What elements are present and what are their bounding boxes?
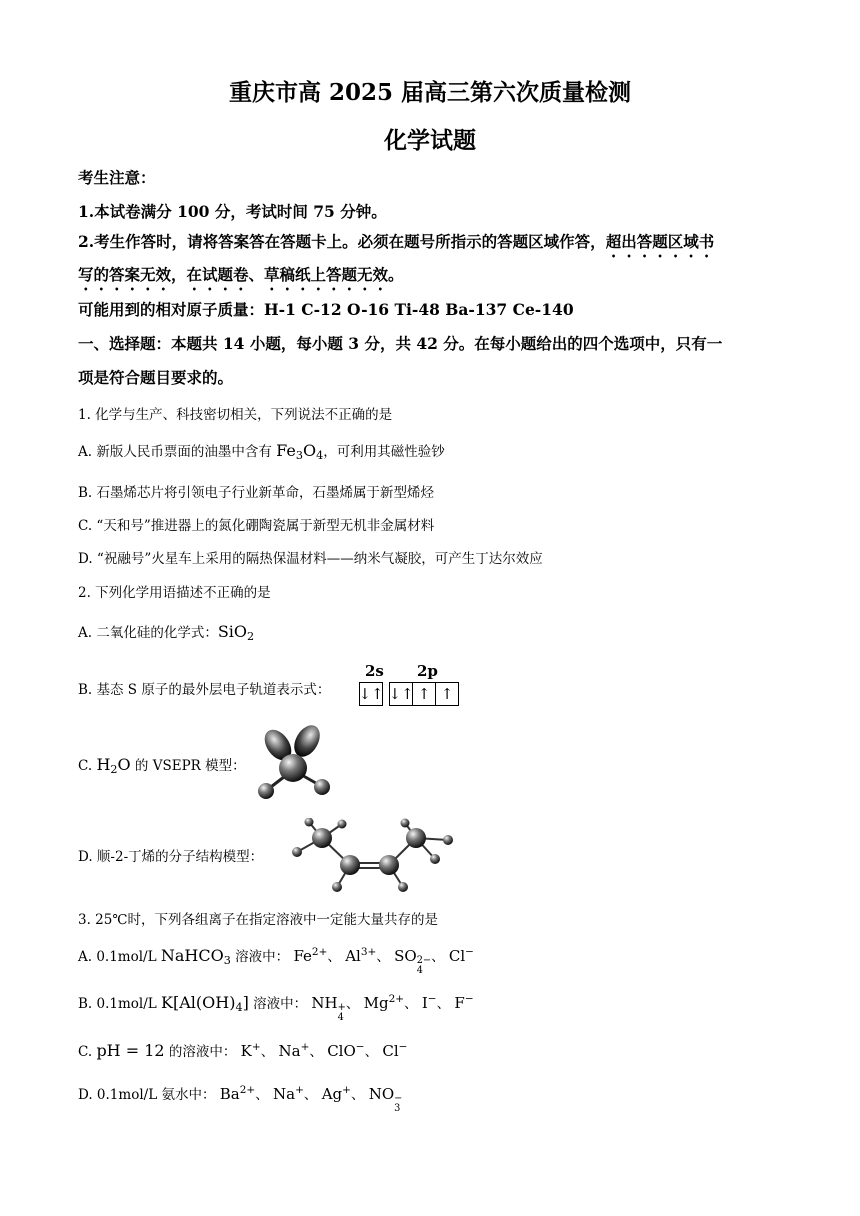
- exam-title: 重庆市高 2025 届高三第六次质量检测: [228, 79, 632, 106]
- q1-option-b: B. 石墨烯芯片将引领电子行业新革命，石墨烯属于新型烯烃: [78, 485, 435, 501]
- q3-option-d: D. 0.1mol/L 氨水中： $Ba^{2+}$、 Na+、 Ag+、 NO − 3: [78, 1084, 403, 1114]
- emphasis-text: 写的答案无效，在试题卷、草稿纸上答题无效: [78, 265, 389, 284]
- orbital-box-2p: [389, 682, 459, 706]
- q1-option-c: C. “天和号”推进器上的氮化硼陶瓷属于新型无机非金属材料: [78, 518, 435, 534]
- q3-option-c: C. pH = 12 的溶液中： K+、 Na+、 ClO−、 Cl−: [78, 1041, 408, 1060]
- cis-2-butene-model-image: [285, 818, 460, 896]
- section-heading-1: 一、选择题：本题共 14 小题，每小题 3 分，共 42 分。在每小题给出的四个选项中，只有一: [78, 334, 723, 353]
- section-heading-2: 项是符合题目要求的。: [78, 368, 234, 387]
- arrow-pair-icon: ↓↑: [388, 685, 414, 703]
- q2-option-b: B. 基态 S 原子的最外层电子轨道表示式：: [78, 682, 331, 698]
- q2-option-c: C. $H_2O$ 的 VSEPR 模型：: [78, 755, 246, 776]
- arrow-up-icon: ↑: [413, 683, 436, 705]
- q3-option-b: B. 0.1mol/L $K[Al(OH)_4]$ 溶液中： NH + 4 、 $Mg^{2+}$、 I−、 F−: [78, 993, 474, 1023]
- q3-stem: 3. 25℃时，下列各组离子在指定溶液中一定能大量共存的是: [78, 912, 438, 928]
- subject-title: 化学试题: [384, 127, 476, 154]
- q2-option-a: A. 二氧化硅的化学式：SiO$_2$: [78, 622, 255, 643]
- q1-option-a: A. 新版人民币票面的油墨中含有 $Fe_3O_4$，可利用其磁性验钞: [78, 441, 445, 462]
- vsepr-model-image: [245, 722, 345, 802]
- q1-option-d: D. “祝融号”火星车上采用的隔热保温材料——纳米气凝胶，可产生丁达尔效应: [78, 551, 543, 567]
- notice-item-1: 1.本试卷满分 100 分，考试时间 75 分钟。: [78, 202, 387, 221]
- q2-stem: 2. 下列化学用语描述不正确的是: [78, 585, 271, 601]
- notice-item-2-cont: 写的答案无效，在试题卷、草稿纸上答题无效。: [78, 265, 404, 284]
- q3-option-a: A. 0.1mol/L NaHCO$_3$ 溶液中： $Fe^{2+}$、 $Al^{3+}$、 SO 2− 4 、 Cl−: [78, 946, 474, 976]
- arrow-up-icon: ↑: [440, 685, 454, 703]
- q1-stem: 1. 化学与生产、科技密切相关，下列说法不正确的是: [78, 407, 393, 423]
- orbital-label-2p: 2p: [417, 662, 438, 680]
- notice-heading: 考生注意：: [78, 168, 156, 187]
- q2-option-d: D. 顺-2-丁烯的分子结构模型：: [78, 849, 264, 865]
- notice-item-2: 2.考生作答时，请将答案答在答题卡上。必须在题号所指示的答题区域作答，超出答题区域书: [78, 232, 715, 251]
- orbital-label-2s: 2s: [365, 662, 384, 680]
- orbital-box-2s: [359, 682, 383, 706]
- atomic-masses: 可能用到的相对原子质量：H-1 C-12 O-16 Ti-48 Ba-137 Ce-140: [78, 300, 574, 319]
- emphasis-text: 超出答题区域书: [605, 232, 715, 251]
- arrow-pair-icon: ↓↑: [358, 685, 384, 703]
